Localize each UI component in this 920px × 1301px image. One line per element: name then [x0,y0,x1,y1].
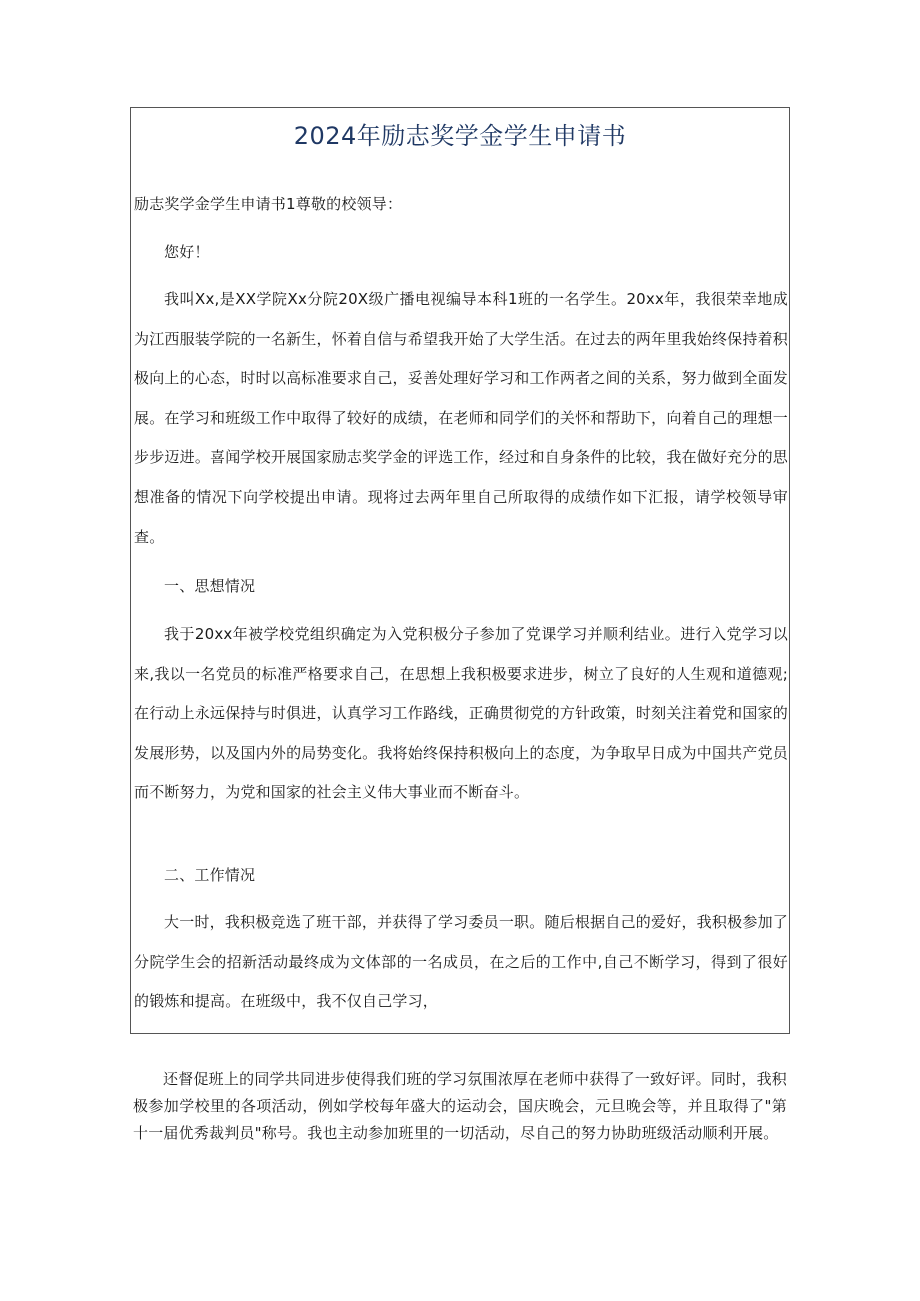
document-title: 2024年励志奖学金学生申请书 [293,122,627,150]
section2-paragraph: 大一时，我积极竞选了班干部，并获得了学习委员一职。随后根据自己的爱好，我积极参加了分院学生会的招新活动最终成为文体部的一名成员，在之后的工作中,自己不断学习，得到了很好的锻炼和提高。在班级中，我不仅自己学习， [134,913,788,1011]
document-frame [130,107,790,1034]
section1-heading: 一、思想情况 [164,577,256,595]
section1-paragraph: 我于20xx年被学校党组织确定为入党积极分子参加了党课学习并顺利结业。进行入党学习以来,我以一名党员的标准严格要求自己，在思想上我积极要求进步，树立了良好的人生观和道德观;在行动上永远保持与时俱进，认真学习工作路线，正确贯彻党的方针政策，时刻关注着党和国家的发展形势，以及国内外的局势变化。我将始终保持积极向上的态度，为争取早日成为中国共产党员而不断努力，为党和国家的社会主义伟大事业而不断奋斗。 [134,625,788,802]
intro-paragraph: 我叫Xx,是XX学院Xx分院20X级广播电视编导本科1班的一名学生。20xx年，我很荣幸地成为江西服装学院的一名新生，怀着自信与希望我开始了大学生活。在过去的两年里我始终保持着积极向上的心态，时时以高标准要求自己，妥善处理好学习和工作两者之间的关系，努力做到全面发展。在学习和班级工作中取得了较好的成绩，在老师和同学们的关怀和帮助下，向着自己的理想一步步迈进。喜闻学校开展国家励志奖学金的评选工作，经过和自身条件的比较，我在做好充分的思想准备的情况下向学校提出申请。现将过去两年里自己所取得的成绩作如下汇报，请学校领导审查。 [134,290,788,546]
greeting: 您好！ [164,243,210,261]
salutation: 励志奖学金学生申请书1尊敬的校领导： [134,195,403,213]
continuation-paragraph: 还督促班上的同学共同进步使得我们班的学习氛围浓厚在老师中获得了一致好评。同时，我积极参加学校里的各项活动，例如学校每年盛大的运动会，国庆晚会，元旦晚会等，并且取得了"第十一届优秀裁判员"称号。我也主动参加班里的一切活动，尽自己的努力协助班级活动顺利开展。 [133,1070,787,1142]
section2-heading: 二、工作情况 [164,866,256,884]
